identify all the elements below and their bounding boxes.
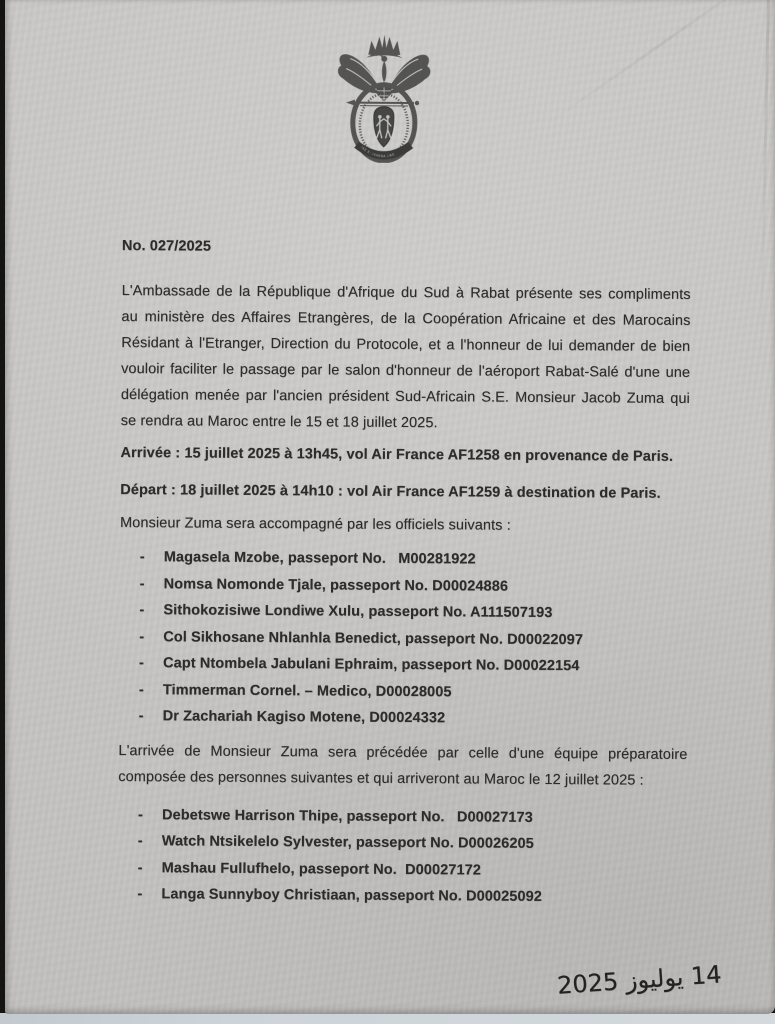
dash-bullet: - (137, 886, 143, 903)
background-strip (0, 1013, 775, 1024)
paragraph-line: L'Ambassade de la République d'Afrique du Sud à Rabat présente ses compliments (121, 282, 691, 303)
official-list-item (119, 703, 688, 733)
dash-bullet: - (137, 833, 143, 850)
prep-team-item (118, 854, 687, 884)
prep-team-paragraph (118, 737, 687, 793)
official-list-item (119, 676, 688, 706)
handwritten-date-stamp: 14 يوليوز 2025 (556, 960, 723, 1000)
intro-paragraph (121, 278, 691, 438)
prep-team-item (117, 881, 686, 911)
paragraph-line: se rendra au Maroc entre le 15 et 18 juillet 2025. (120, 412, 438, 432)
paragraph-line: au ministère des Affaires Etrangères, de la Coopération Africaine et des Marocains (121, 308, 691, 329)
reference-number: No. 027/2025 (121, 238, 212, 255)
dash-bullet: - (137, 859, 143, 876)
prep-team-name: Debetswe Harrison Thipe, passeport No. D00027173 (161, 806, 533, 826)
south-africa-coat-of-arms-icon (334, 34, 435, 163)
paragraph-line: composée des personnes suivantes et qui arriveront au Maroc le 12 juillet 2025 : (118, 768, 644, 789)
official-name: Capt Ntombela Jabulani Ephraim, passeport No. D00022154 (162, 655, 580, 675)
prep-team-list (117, 801, 687, 911)
dash-bullet: - (138, 655, 145, 672)
official-list-item (120, 544, 689, 574)
emblem-motto-text: !KE E: /XARRA //KE (360, 145, 396, 159)
paragraph-line: Résidant à l'Etranger, Direction du Protocole, et a l'honneur de lui demander de bien (121, 334, 691, 355)
dash-bullet: - (138, 708, 144, 725)
dash-bullet: - (139, 549, 145, 566)
official-name: Magasela Mzobe, passeport No. M00281922 (163, 549, 476, 568)
prep-team-name: Watch Ntsikelelo Sylvester, passeport No. D00026205 (161, 833, 534, 852)
coat-of-arms-emblem (334, 34, 435, 163)
prep-team-name: Langa Sunnyboy Christiaan, passeport No. D00025092 (161, 886, 542, 905)
prep-team-item (118, 828, 687, 858)
document-content (117, 0, 692, 911)
document-page (5, 0, 775, 1014)
paragraph-line: vouloir faciliter le passage par le salon d'honneur de l'aéroport Rabat-Salé d'une une (121, 360, 691, 381)
dash-bullet: - (139, 628, 145, 645)
dash-bullet: - (139, 575, 145, 592)
departure-flight-line: Départ : 18 juillet 2025 à 14h10 : vol Air France AF1259 à destination de Paris. (120, 481, 661, 502)
paragraph-line: L'arrivée de Monsieur Zuma sera précédée par celle d'une équipe préparatoire (118, 742, 688, 763)
official-name: Sithokozisiwe Londiwe Xulu, passeport No. A111507193 (163, 602, 553, 622)
prep-team-name: Mashau Fullufhelo, passeport No. D00027172 (161, 859, 482, 879)
official-name: Dr Zachariah Kagiso Motene, D00024332 (162, 708, 446, 727)
official-name: Nomsa Nomonde Tjale, passeport No. D00024886 (163, 575, 509, 595)
officials-intro-line: Monsieur Zuma sera accompagné par les officiels suivants : (119, 514, 511, 534)
official-list-item (119, 623, 688, 653)
arrival-flight-line: Arrivée : 15 juillet 2025 à 13h45, vol Air France AF1258 en provenance de Paris. (120, 444, 674, 465)
paper-crease-vertical (759, 0, 770, 380)
dash-bullet: - (139, 602, 145, 619)
official-list-item (119, 650, 688, 680)
official-list-item (120, 570, 689, 600)
official-list-item (119, 597, 688, 627)
dash-bullet: - (137, 806, 143, 823)
dash-bullet: - (138, 681, 144, 698)
prep-team-item (118, 801, 687, 831)
paragraph-line: délégation menée par l'ancien président Sud-Africain S.E. Monsieur Jacob Zuma qui (120, 386, 690, 407)
official-name: Col Sikhosane Nhlanhla Benedict, passeport No. D00022097 (163, 628, 584, 648)
officials-list (119, 544, 689, 733)
official-name: Timmerman Cornel. – Medico, D00028005 (162, 681, 452, 700)
